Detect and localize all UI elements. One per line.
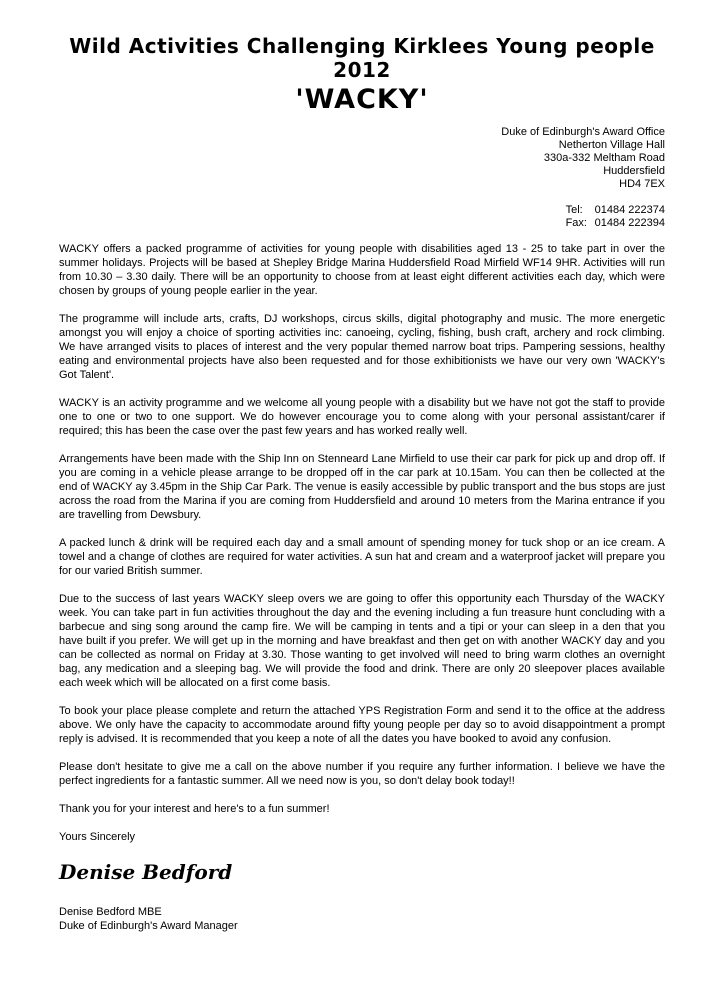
closing-block [59,830,665,933]
paragraph-booking: To book your place please complete and return the attached YPS Registration Form and send it to the office at the address above. We only have the capacity to accommodate around fifty young people per day so to avoid disappointment a prompt reply is advised. It is recommended that you keep a note of all the dates you have booked to avoid any confusion. [59,705,665,745]
sender-identity [59,905,665,933]
letter-subtitle: 'WACKY' [295,84,429,115]
paragraph-packed-lunch: A packed lunch & drink will be required each day and a small amount of spending money for tuck shop or an ice cream. A towel and a change of clothes are required for water activities. A sun hat and cream and a waterproof jacket will prepare you for our varied British summer. [59,537,665,577]
contact-block [59,204,665,230]
sender-role: Duke of Edinburgh's Award Manager [59,920,238,932]
address-line: Huddersfield [603,165,665,177]
handwritten-signature: Denise Bedford [59,860,233,884]
paragraph-intro: WACKY offers a packed programme of activities for young people with disabilities aged 13 - 25 to take part in over the summer holidays. Projects will be based at Shepley Bridge Marina Huddersfield Road Mirfield WF14 9HR. Activities will run from 10.30 – 3.30 daily. There will be an opportunity to choose from at least eight different activities each day, which were chosen by groups of young people earlier in the year. [59,243,665,297]
address-line: HD4 7EX [619,178,665,190]
letter-body [59,242,665,816]
paragraph-contact: Please don't hesitate to give me a call on the above number if you require any further information. I believe we have the perfect ingredients for a fantastic summer. All we need now is you, so don't delay book today!! [59,761,665,787]
telephone-line [59,204,665,217]
sender-address-block [59,126,665,191]
paragraph-thanks: Thank you for your interest and here's to a fun summer! [59,803,330,815]
paragraph-programme: The programme will include arts, crafts, DJ workshops, circus skills, digital photography and music. The more energetic amongst you will enjoy a choice of sporting activities inc: canoeing, cycling, fishing, bush craft, archery and rock climbing. We have arranged visits to places of interest and the very popular themed narrow boat trips. Pampering sessions, healthy eating and environmental projects have also been requested and for those exhibitionists we have our very own 'WACKY's Got Talent'. [59,313,665,381]
paragraph-transport: Arrangements have been made with the Ship Inn on Stenneard Lane Mirfield to use their car park for pick up and drop off. If you are coming in a vehicle please arrange to be dropped off in the car park at 10.15am. You can then be collected at the end of WACKY ay 3.45pm in the Ship Car Park. The venue is easily accessible by public transport and the bus stops are just across the road from the Marina if you are coming from Huddersfield and around 10 meters from the Marina entrance if you are travelling from Dewsbury. [59,453,665,521]
telephone-number: 01484 222374 [594,204,665,216]
address-line: Duke of Edinburgh's Award Office [501,126,665,138]
letter-title: Wild Activities Challenging Kirklees Young people 2012 [69,34,655,82]
telephone-label: Tel: [565,204,583,216]
paragraph-support: WACKY is an activity programme and we welcome all young people with a disability but we have not got the staff to provide one to one or two to one support. We do however encourage you to come along with your personal assistant/carer if required; this has been the case over the past few years and has worked really well. [59,397,665,437]
valediction: Yours Sincerely [59,831,136,843]
fax-number: 01484 222394 [594,217,665,229]
paragraph-sleepovers: Due to the success of last years WACKY sleep overs we are going to offer this opportunity each Thursday of the WACKY week. You can take part in fun activities throughout the day and the evening including a fun treasure hunt concluding with a barbecue and sing song around the camp fire. We will be camping in tents and a tipi or your can sleep in a den that you have built if you prefer. We will get up in the morning and have breakfast and then get on with another WACKY day and you can be collected as normal on Friday at 3.30. Those wanting to get involved will need to bring warm clothes an overnight bag, any medication and a sleeping bag. We will provide the food and drink. There are only 20 sleepover places available each week which will be allocated on a first come basis. [59,593,665,689]
address-line: 330a-332 Meltham Road [543,152,665,164]
fax-label: Fax: [565,217,587,229]
address-line: Netherton Village Hall [558,139,665,151]
sender-name: Denise Bedford MBE [59,906,162,918]
fax-line [59,217,665,230]
